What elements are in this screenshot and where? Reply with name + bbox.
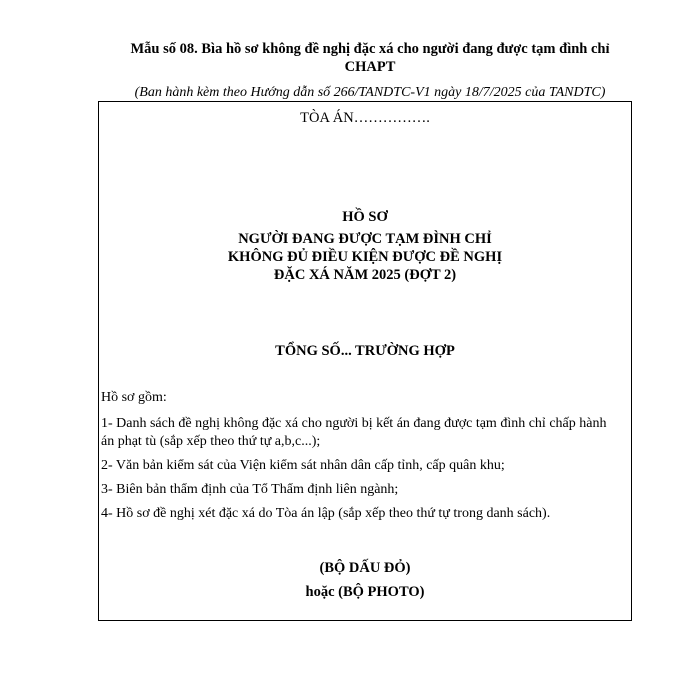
dossier-cover-frame [98, 101, 632, 621]
dossier-title-line-3: KHÔNG ĐỦ ĐIỀU KIỆN ĐƯỢC ĐỀ NGHỊ [227, 249, 503, 265]
dossier-title [99, 208, 631, 284]
contents-item-1: 1- Danh sách đề nghị không đặc xá cho người bị kết án đang được tạm đình chỉ chấp hành án phạt tù (sắp xếp theo thứ tự a,b,c...); [101, 416, 607, 449]
seal-line-1: (BỘ DẤU ĐỎ) [319, 560, 411, 576]
issuance-note: (Ban hành kèm theo Hướng dẫn số 266/TANDTC-V1 ngày 18/7/2025 của TANDTC) [134, 85, 606, 100]
seal-line-2: hoặc (BỘ PHOTO) [305, 584, 425, 600]
seal-note [99, 556, 631, 604]
contents-label: Hồ sơ gồm: [101, 390, 167, 405]
form-title [100, 40, 640, 76]
dossier-title-line-4: ĐẶC XÁ NĂM 2025 (ĐỢT 2) [273, 267, 457, 283]
total-cases: TỔNG SỐ... TRƯỜNG HỢP [275, 343, 455, 359]
dossier-title-line-1: HỒ SƠ [342, 209, 388, 225]
contents-item-3: 3- Biên bản thẩm định của Tổ Thẩm định liên ngành; [101, 482, 399, 497]
contents-item-4: 4- Hồ sơ đề nghị xét đặc xá do Tòa án lập (sắp xếp theo thứ tự trong danh sách). [101, 506, 551, 521]
court-name: TÒA ÁN……………. [300, 110, 430, 126]
form-title-line-2: CHAPT [344, 59, 396, 75]
dossier-contents [101, 389, 621, 529]
dossier-title-line-2: NGƯỜI ĐANG ĐƯỢC TẠM ĐÌNH CHỈ [238, 231, 492, 247]
contents-item-2: 2- Văn bản kiểm sát của Viện kiểm sát nhân dân cấp tỉnh, cấp quân khu; [101, 458, 505, 473]
form-title-line-1: Mẫu số 08. Bìa hồ sơ không đề nghị đặc xá cho người đang được tạm đình chỉ [130, 41, 610, 57]
